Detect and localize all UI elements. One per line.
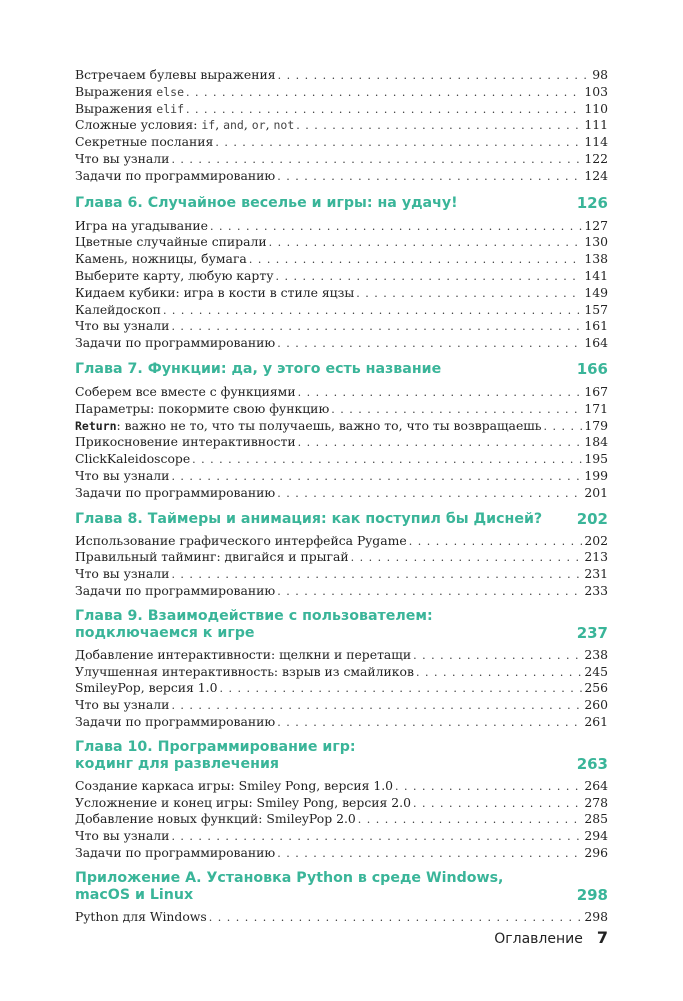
chapter-heading[interactable] (75, 195, 608, 212)
entry-text: Добавление новых функций: SmileyPop 2.0 (75, 811, 356, 827)
toc-entry[interactable] (75, 318, 608, 335)
entry-text: Секретные послания (75, 134, 214, 150)
entry-text: Задачи по программированию (75, 167, 276, 183)
toc-entry-page: 261 (584, 713, 608, 729)
toc-entry-page: 114 (584, 134, 608, 150)
toc-entry[interactable] (75, 302, 608, 319)
toc-entry[interactable] (75, 285, 608, 302)
toc-entry-page: 201 (584, 484, 608, 500)
entry-text: , (265, 117, 274, 133)
entry-text: Что вы узнали (75, 467, 170, 483)
toc-entry-page: 141 (584, 267, 608, 283)
toc-entry-title (75, 434, 296, 451)
toc-entry[interactable] (75, 434, 608, 451)
entry-text: Добавление интерактивности: щелкни и перетащи (75, 646, 412, 662)
toc-entry-title (75, 451, 190, 468)
entry-text: Задачи по программированию (75, 335, 276, 351)
toc-entry-page: 213 (584, 549, 608, 565)
entry-text: Выражения (75, 100, 157, 116)
toc-entry-page: 130 (584, 234, 608, 250)
chapter-page: 263 (576, 754, 608, 773)
toc-entry[interactable] (75, 697, 608, 714)
toc-entry-title (75, 418, 542, 435)
dot-leader (171, 152, 582, 169)
chapter-page: 126 (576, 193, 608, 212)
toc-entry-title (75, 134, 213, 151)
toc-entry-page: 179 (584, 417, 608, 433)
toc-entry-title (75, 84, 184, 101)
toc-entry[interactable] (75, 384, 608, 401)
dot-leader (186, 85, 582, 102)
toc-entry[interactable] (75, 401, 608, 418)
toc-entry[interactable] (75, 485, 608, 502)
dot-leader (351, 550, 583, 567)
toc-entry-title (75, 335, 275, 352)
toc-entry-title (75, 909, 207, 926)
toc-entry-title (75, 778, 393, 795)
dot-leader (413, 648, 582, 665)
entry-text: ClickKaleidoscope (75, 451, 191, 467)
entry-text: Использование графического интерфейса Pygame (75, 532, 407, 548)
dot-leader (356, 286, 582, 303)
dot-leader (220, 681, 583, 698)
code-keyword: elif (156, 101, 184, 116)
toc-entry-title (75, 268, 274, 285)
toc-entry-page: 110 (584, 100, 608, 116)
toc-entry[interactable] (75, 533, 608, 550)
dot-leader (278, 68, 591, 85)
toc-entry-page: 285 (584, 811, 608, 827)
toc-entry-title (75, 549, 349, 566)
toc-entry-title (75, 795, 411, 812)
code-keyword: and (223, 118, 244, 133)
dot-leader (296, 118, 582, 135)
toc-entry-title (75, 168, 275, 185)
toc-entry[interactable] (75, 795, 608, 812)
toc-entry-page: 164 (584, 335, 608, 351)
entry-text: Создание каркаса игры: Smiley Pong, версия 1.0 (75, 777, 394, 793)
entry-text: Выберите карту, любую карту (75, 267, 274, 283)
toc-entry[interactable] (75, 647, 608, 664)
toc-entry-page: 278 (584, 794, 608, 810)
dot-leader (277, 584, 582, 601)
code-keyword: not (273, 118, 295, 133)
entry-text: Выражения (75, 83, 157, 99)
toc-entry-page: 245 (584, 663, 608, 679)
chapter-page: 237 (576, 623, 608, 642)
toc-entry-title (75, 811, 356, 828)
entry-text: Кидаем кубики: игра в кости в стиле яцзы (75, 284, 355, 300)
toc-entry[interactable] (75, 714, 608, 731)
toc-entry[interactable] (75, 909, 608, 926)
toc-entry-page: 294 (584, 828, 608, 844)
entry-text: Встречаем булевы выражения (75, 67, 276, 82)
code-keyword: if (201, 118, 216, 133)
toc-entry-page: 138 (584, 251, 608, 267)
toc-entry[interactable] (75, 335, 608, 352)
toc-entry-title (75, 697, 169, 714)
toc-entry-page: 195 (584, 451, 608, 467)
toc-entry-title (75, 845, 275, 862)
chapter-title: Глава 7. Функции: да, у этого есть название (75, 360, 442, 377)
toc-entry-page: 202 (584, 532, 608, 548)
dot-leader (331, 402, 582, 419)
dot-leader (171, 319, 582, 336)
entry-text: , (243, 117, 252, 133)
toc-entry-page: 199 (584, 467, 608, 483)
dot-leader (276, 269, 583, 286)
chapter-title: Глава 6. Случайное веселье и игры: на удачу! (75, 194, 458, 211)
dot-leader (171, 698, 582, 715)
entry-text: : важно не то, что ты получаешь, важно то, что ты возвращаешь (116, 417, 542, 433)
dot-leader (210, 219, 582, 236)
toc-entry-page: 122 (584, 150, 608, 166)
entry-text: Что вы узнали (75, 828, 170, 844)
chapter-title: Приложение А. Установка Python в среде Windows, macOS и Linux (75, 869, 504, 903)
toc-entry-page: 171 (584, 400, 608, 416)
toc-entry-title (75, 714, 275, 731)
code-keyword: or (251, 118, 266, 133)
running-title: Оглавление (494, 931, 583, 947)
toc-entry-title (75, 67, 276, 84)
toc-entry-title (75, 318, 169, 335)
toc-entry[interactable] (75, 566, 608, 583)
dot-leader (269, 235, 583, 252)
code-keyword: else (156, 84, 184, 99)
toc-entry-title (75, 828, 169, 845)
toc-entry-page: 149 (584, 284, 608, 300)
toc-entry-page: 98 (592, 67, 608, 82)
toc-entry[interactable] (75, 778, 608, 795)
toc-entry-page: 127 (584, 217, 608, 233)
dot-leader (298, 435, 583, 452)
dot-leader (186, 102, 582, 119)
toc-entry[interactable] (75, 101, 608, 118)
entry-text: Калейдоскоп (75, 301, 161, 317)
dot-leader (163, 303, 582, 320)
entry-text: Python для Windows (75, 908, 207, 924)
chapter-heading[interactable] (75, 511, 608, 528)
entry-text: Соберем все вместе с функциями (75, 383, 296, 399)
toc-entry[interactable] (75, 234, 608, 251)
entry-text: Игра на угадывание (75, 217, 209, 233)
toc-entry[interactable] (75, 828, 608, 845)
toc-entry[interactable] (75, 218, 608, 235)
toc-entry-title (75, 533, 407, 550)
entry-text: Задачи по программированию (75, 484, 276, 500)
toc-entry-title (75, 566, 169, 583)
toc-entry-page: 238 (584, 646, 608, 662)
toc-entry[interactable] (75, 468, 608, 485)
toc-entry-title (75, 251, 247, 268)
toc-entry[interactable] (75, 451, 608, 468)
chapter-heading[interactable] (75, 361, 608, 378)
toc-entry[interactable] (75, 268, 608, 285)
entry-text: Улучшенная интерактивность: взрыв из смайликов (75, 663, 414, 679)
toc-entry[interactable] (75, 151, 608, 168)
chapter-page: 202 (576, 509, 608, 528)
toc-entry-page: 260 (584, 697, 608, 713)
chapter-page: 166 (576, 359, 608, 378)
entry-text: , (215, 117, 224, 133)
entry-text: Параметры: покормите свою функцию (75, 400, 330, 416)
toc-entry[interactable] (75, 680, 608, 697)
dot-leader (416, 665, 582, 682)
toc-entry-title (75, 680, 218, 697)
chapter-title: Глава 8. Таймеры и анимация: как поступил бы Дисней? (75, 510, 543, 527)
code-keyword: Return (75, 418, 117, 433)
page-footer (0, 928, 608, 947)
toc-entry-title (75, 664, 414, 681)
toc-entry[interactable] (75, 67, 608, 84)
toc-entry[interactable] (75, 583, 608, 600)
toc-entry-title (75, 101, 184, 118)
dot-leader (192, 452, 582, 469)
chapter-title: Глава 9. Взаимодействие с пользователем: подключаемся к игре (75, 607, 433, 641)
toc-entry-title (75, 468, 169, 485)
entry-text: Задачи по программированию (75, 582, 276, 598)
toc-entry-page: 103 (584, 83, 608, 99)
toc-entry-title (75, 234, 267, 251)
toc-entry[interactable] (75, 549, 608, 566)
toc-entry-title (75, 218, 208, 235)
toc-entry-page: 296 (584, 844, 608, 860)
toc-entry[interactable] (75, 117, 608, 134)
dot-leader (277, 486, 582, 503)
dot-leader (395, 779, 582, 796)
toc-entry[interactable] (75, 845, 608, 862)
chapter-heading[interactable] (75, 608, 608, 642)
dot-leader (409, 534, 583, 551)
entry-text: Задачи по программированию (75, 844, 276, 860)
dot-leader (209, 910, 583, 927)
entry-text: Цветные случайные спирали (75, 234, 267, 250)
toc-entry[interactable] (75, 418, 608, 435)
dot-leader (358, 812, 583, 829)
toc-entry-title (75, 485, 275, 502)
toc-entry-page: 161 (584, 318, 608, 334)
toc-entry-page: 157 (584, 301, 608, 317)
toc-entry-title (75, 401, 329, 418)
toc-entry[interactable] (75, 251, 608, 268)
toc-entry-page: 298 (584, 908, 608, 924)
chapter-heading[interactable] (75, 870, 608, 904)
dot-leader (544, 419, 583, 436)
dot-leader (171, 469, 582, 486)
dot-leader (298, 385, 583, 402)
dot-leader (215, 135, 582, 152)
dot-leader (277, 715, 582, 732)
toc-entry[interactable] (75, 811, 608, 828)
dot-leader (277, 846, 582, 863)
toc-entry-title (75, 647, 411, 664)
toc-entry[interactable] (75, 664, 608, 681)
chapter-title: Глава 10. Программирование игр: кодинг для развлечения (75, 738, 356, 772)
entry-text: Усложнение и конец игры: Smiley Pong, версия 2.0 (75, 794, 411, 810)
entry-text: Что вы узнали (75, 318, 170, 334)
toc-entry-page: 233 (584, 582, 608, 598)
toc-entry-title (75, 285, 354, 302)
toc-entry-page: 231 (584, 566, 608, 582)
toc-entry-page: 184 (584, 434, 608, 450)
toc-entry-page: 124 (584, 167, 608, 183)
toc-entry-page: 264 (584, 777, 608, 793)
toc-entry[interactable] (75, 84, 608, 101)
dot-leader (277, 169, 582, 186)
toc-entry-title (75, 384, 296, 401)
toc-entry-page: 111 (584, 117, 608, 133)
toc-entry[interactable] (75, 134, 608, 151)
entry-text: Сложные условия: (75, 117, 202, 133)
entry-text: Камень, ножницы, бумага (75, 251, 247, 267)
dot-leader (413, 796, 582, 813)
toc-entry-title (75, 117, 294, 134)
entry-text: Что вы узнали (75, 697, 170, 713)
table-of-contents (75, 67, 608, 925)
toc-entry-page: 256 (584, 680, 608, 696)
chapter-heading[interactable] (75, 739, 608, 773)
entry-text: Задачи по программированию (75, 713, 276, 729)
dot-leader (171, 829, 582, 846)
entry-text: Что вы узнали (75, 150, 170, 166)
dot-leader (171, 567, 582, 584)
entry-text: SmileyPop, версия 1.0 (75, 680, 218, 696)
dot-leader (249, 252, 583, 269)
entry-text: Что вы узнали (75, 566, 170, 582)
chapter-page: 298 (576, 885, 608, 904)
toc-entry-page: 167 (584, 383, 608, 399)
entry-text: Правильный тайминг: двигайся и прыгай (75, 549, 349, 565)
dot-leader (277, 336, 582, 353)
toc-entry-title (75, 302, 161, 319)
entry-text: Прикосновение интерактивности (75, 434, 296, 450)
page-number: 7 (596, 928, 608, 947)
toc-entry-title (75, 583, 275, 600)
toc-entry[interactable] (75, 168, 608, 185)
toc-entry-title (75, 151, 169, 168)
